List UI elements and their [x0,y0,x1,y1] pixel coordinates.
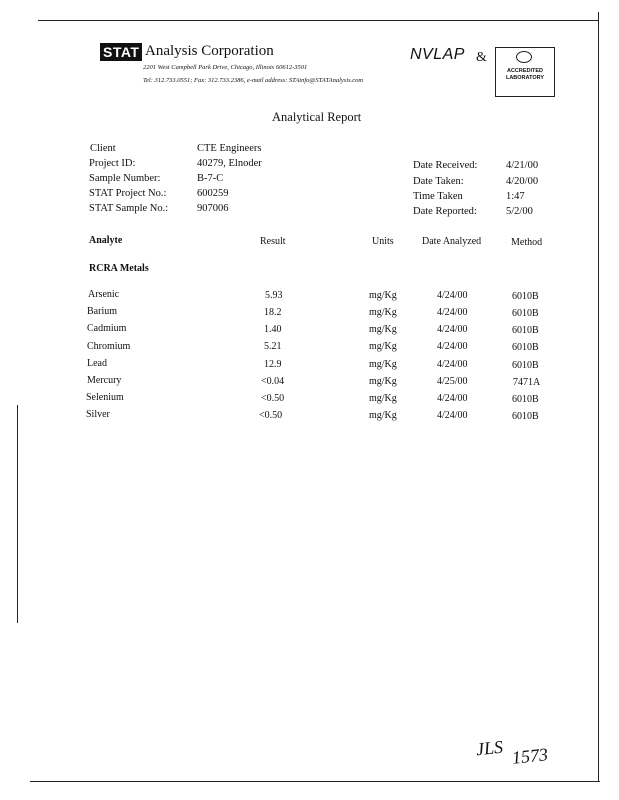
method-cell: 6010B [512,360,539,371]
client-value: CTE Engineers [197,143,262,154]
left-margin-line [17,405,18,623]
units-cell: mg/Kg [369,341,397,352]
report-title: Analytical Report [272,110,362,124]
units-cell: mg/Kg [369,410,397,421]
sample-number-label: Sample Number: [89,173,161,184]
result-cell: 5.93 [265,290,283,301]
header-method: Method [511,237,543,248]
result-cell: 1.40 [264,324,282,335]
stat-logo: STAT [100,43,142,61]
date-taken-value: 4/20/00 [506,176,539,187]
date-received-value: 4/21/00 [506,160,539,171]
units-cell: mg/Kg [369,290,397,301]
date-taken-label: Date Taken: [413,176,464,187]
project-id-label: Project ID: [89,158,136,169]
method-cell: 6010B [512,342,539,353]
company-contact: Tel: 312.733.0551; Fax: 312.733.2386, e-mail address: STAinfo@STATAnalysis.com [143,77,364,84]
header-date-analyzed: Date Analyzed [422,236,482,247]
time-taken-value: 1:47 [506,191,525,202]
date-cell: 4/24/00 [437,307,468,318]
date-cell: 4/24/00 [437,341,468,352]
result-cell: 18.2 [264,307,282,318]
date-cell: 4/24/00 [437,324,468,335]
analyte-cell: Mercury [87,375,122,386]
company-name: Analysis Corporation [145,43,274,59]
units-cell: mg/Kg [369,376,397,387]
stat-project-value: 600259 [197,188,229,199]
units-cell: mg/Kg [369,307,397,318]
date-reported-value: 5/2/00 [506,206,533,217]
result-cell: 5.21 [264,341,282,352]
analyte-cell: Silver [86,409,110,420]
method-cell: 6010B [512,291,539,302]
units-cell: mg/Kg [369,393,397,404]
units-cell: mg/Kg [369,324,397,335]
header-result: Result [260,236,286,247]
result-cell: <0.50 [259,410,283,421]
result-cell: 12.9 [264,359,282,370]
header-analyte: Analyte [89,235,123,246]
header-units: Units [372,236,394,247]
handwritten-number: 1573 [511,744,549,768]
top-border-line [38,20,598,21]
method-cell: 6010B [512,308,539,319]
method-cell: 6010B [512,394,539,405]
method-cell: 6010B [512,411,539,422]
sample-number-value: B-7-C [197,173,224,184]
aiha-badge-text: ACCREDITED LABORATORY [505,68,545,81]
analyte-cell: Cadmium [87,323,127,334]
stat-project-label: STAT Project No.: [89,188,167,199]
bottom-border-line [30,781,600,782]
section-rcra-metals: RCRA Metals [89,263,149,274]
company-address: 2201 West Campbell Park Drive, Chicago, Illinois 60612-3501 [143,64,308,71]
date-cell: 4/24/00 [437,410,468,421]
handwritten-initials: JLS [474,736,504,760]
analyte-cell: Arsenic [88,289,120,300]
analyte-cell: Lead [87,358,107,369]
result-cell: <0.50 [261,393,285,404]
project-id-value: 40279, Elnoder [197,158,262,169]
date-reported-label: Date Reported: [413,206,477,217]
method-cell: 7471A [513,377,541,388]
nvlap-logo: NVLAP [410,46,465,63]
aiha-accreditation-badge [495,47,555,97]
date-cell: 4/24/00 [437,393,468,404]
result-cell: <0.04 [261,376,285,387]
units-cell: mg/Kg [369,359,397,370]
stat-sample-label: STAT Sample No.: [89,203,169,214]
analyte-cell: Selenium [86,392,124,403]
right-border-line [598,12,599,782]
stat-sample-value: 907006 [197,203,229,214]
aiha-emblem-icon [516,51,532,63]
date-cell: 4/24/00 [437,290,468,301]
method-cell: 6010B [512,325,539,336]
client-label: Client [90,143,116,154]
date-cell: 4/25/00 [437,376,468,387]
analyte-cell: Chromium [87,341,131,352]
date-received-label: Date Received: [413,160,478,171]
date-cell: 4/24/00 [437,359,468,370]
ampersand: & [476,50,487,65]
analyte-cell: Barium [87,306,117,317]
time-taken-label: Time Taken [413,191,463,202]
